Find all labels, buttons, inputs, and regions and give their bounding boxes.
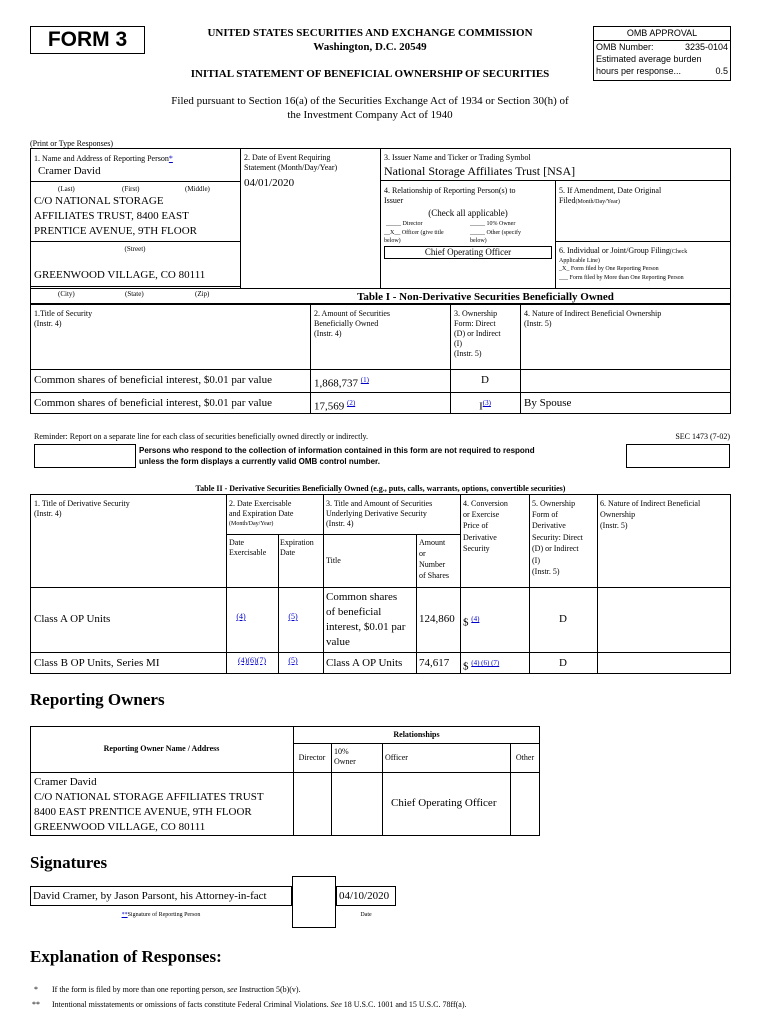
box2-label1: 2. Date of Event Requiring bbox=[244, 153, 331, 162]
box4-label2: Issuer bbox=[384, 196, 404, 205]
signature-caption: **Signature of Reporting Person bbox=[121, 912, 201, 918]
t1-col1-h2: (Instr. 4) bbox=[34, 319, 62, 328]
signature-date: 04/10/2020 bbox=[339, 890, 390, 902]
box3-label: 3. Issuer Name and Ticker or Trading Symbol bbox=[384, 153, 531, 162]
city-caption: (City) bbox=[58, 290, 75, 298]
t1-col3-h5: (Instr. 5) bbox=[454, 349, 482, 358]
box6-label: 6. Individual or Joint/Group Filing(Check bbox=[559, 246, 688, 255]
officer-header: Officer bbox=[385, 753, 408, 762]
t2-row1-price: $ $^{(4)}$ bbox=[463, 615, 480, 629]
footnote-5-link-expiration-2[interactable]: (5) bbox=[288, 656, 298, 665]
address-line3: PRENTICE AVENUE, 9TH FLOOR bbox=[34, 225, 197, 237]
officer-title: Chief Operating Officer bbox=[424, 247, 512, 257]
t2-c2-h2: and Expiration Date bbox=[229, 509, 294, 518]
other-below: below) bbox=[470, 238, 487, 244]
last-caption: (Last) bbox=[58, 185, 75, 193]
t2-c3-h1: 3. Title and Amount of Securities bbox=[326, 499, 433, 508]
footnote-1-link[interactable]: (1) bbox=[360, 376, 369, 384]
persons-left-box bbox=[34, 444, 136, 468]
agency-line1: UNITED STATES SECURITIES AND EXCHANGE COMMISSION bbox=[207, 27, 533, 39]
t1-col1-h1: 1.Title of Security bbox=[34, 309, 93, 318]
t2-c2-sub1b: Exercisable bbox=[229, 548, 267, 557]
t2-c3-h3: (Instr. 4) bbox=[326, 519, 354, 528]
omb-burden-line2: hours per response... bbox=[596, 66, 682, 76]
t1-row2-amount: 17,569 $^{(2)}$ bbox=[314, 399, 356, 413]
t1-row1-form: D bbox=[481, 374, 489, 386]
footnote-4-link-price[interactable]: (4) bbox=[471, 615, 480, 623]
t2-row1-und-l4: value bbox=[326, 636, 350, 648]
t2-row1-form: D bbox=[559, 613, 567, 625]
director-header: Director bbox=[298, 753, 326, 762]
signatures-heading: Signatures bbox=[30, 853, 108, 872]
ten-pct-owner-checkbox[interactable]: _____ 10% Owner bbox=[470, 221, 516, 227]
persons-notice-line2: unless the form displays a currently valid OMB control number. bbox=[139, 457, 380, 466]
t1-col2-h3: (Instr. 4) bbox=[314, 329, 342, 338]
footnote-4-link-exercisable[interactable]: (4) bbox=[236, 612, 246, 621]
owner-name-line2: C/O NATIONAL STORAGE AFFILIATES TRUST bbox=[34, 791, 264, 803]
t2-c4-h3: Price of bbox=[463, 521, 489, 530]
t2-c3-sub-title: Title bbox=[326, 556, 341, 565]
t1-row2-form: $I^{(3)}$ bbox=[479, 399, 491, 413]
date-caption: Date bbox=[360, 912, 372, 918]
t1-col2-h1: 2. Amount of Securities bbox=[314, 309, 390, 318]
t2-c1-h2: (Instr. 4) bbox=[34, 509, 62, 518]
t1-row1-amount: 1,868,737 $^{(1)}$ bbox=[314, 376, 369, 390]
t2-c4-h5: Security bbox=[463, 544, 490, 553]
t1-col3-h3: (D) or Indirect bbox=[454, 329, 501, 338]
agency-line2: Washington, D.C. 20549 bbox=[313, 41, 427, 53]
t2-c3-sub-amt1: Amount bbox=[419, 538, 446, 547]
box4-label1: 4. Relationship of Reporting Person(s) to bbox=[384, 186, 516, 195]
owner-name-header: Reporting Owner Name / Address bbox=[103, 744, 220, 753]
event-date: 04/01/2020 bbox=[244, 177, 295, 189]
reporting-owners-heading: Reporting Owners bbox=[30, 690, 165, 709]
first-caption: (First) bbox=[122, 185, 140, 193]
t1-row2-nature: By Spouse bbox=[524, 397, 572, 409]
t2-c2-h1: 2. Date Exercisable bbox=[229, 499, 292, 508]
t2-c4-h4: Derivative bbox=[463, 533, 497, 542]
table1-title: Table I - Non-Derivative Securities Beneficially Owned bbox=[357, 291, 614, 303]
t2-row2-price: $ $^{(4) (6) (7)}$ bbox=[463, 659, 500, 673]
city-state-zip: GREENWOOD VILLAGE, CO 80111 bbox=[34, 269, 206, 281]
t2-c2-sub1a: Date bbox=[229, 538, 245, 547]
other-checkbox[interactable]: _____ Other (specify bbox=[470, 230, 521, 236]
t2-c5-h1: 5. Ownership bbox=[532, 499, 576, 508]
officer-checkbox[interactable]: __X__ Officer (give title bbox=[384, 230, 444, 236]
box2-label2: Statement (Month/Day/Year) bbox=[244, 163, 338, 172]
more-persons-option[interactable]: ___ Form filed by More than One Reporting Person bbox=[559, 275, 684, 281]
note2-text: Intentional misstatements or omissions of facts constitute Federal Criminal Violations. See 18 U.S.C. 1001 and 15 U.S.C. 78ff(a). bbox=[52, 1000, 467, 1009]
state-caption: (State) bbox=[125, 290, 144, 298]
t2-c2-h3: (Month/Day/Year) bbox=[229, 521, 274, 527]
address-line2: AFFILIATES TRUST, 8400 EAST bbox=[34, 210, 189, 222]
footnote-467-link-exercisable[interactable]: (4)(6)(7) bbox=[238, 656, 266, 665]
sec-number: SEC 1473 (7-02) bbox=[675, 432, 730, 441]
signature-star-link[interactable]: ** bbox=[121, 912, 128, 918]
t1-col3-h1: 3. Ownership bbox=[454, 309, 498, 318]
table2-title: Table II - Derivative Securities Beneficially Owned (e.g., puts, calls, warrants, options, convertible securities) bbox=[195, 484, 566, 493]
footnote-3-link[interactable]: (3) bbox=[482, 399, 491, 407]
owner-officer-title: Chief Operating Officer bbox=[391, 797, 497, 809]
omb-title: OMB APPROVAL bbox=[626, 28, 698, 38]
t2-c2-sub2a: Expiration bbox=[280, 538, 314, 547]
t2-c6-h3: (Instr. 5) bbox=[600, 521, 628, 530]
ten-pct-header1: 10% bbox=[334, 747, 349, 756]
t1-col3-h2: Form: Direct bbox=[454, 319, 496, 328]
t2-row2-und-l1: Class A OP Units bbox=[326, 657, 403, 669]
t2-c5-h7: (Instr. 5) bbox=[532, 567, 560, 576]
zip-caption: (Zip) bbox=[195, 290, 210, 298]
issuer-name: National Storage Affiliates Trust [NSA] bbox=[384, 164, 576, 178]
t2-c3-sub-amt3: Number bbox=[419, 560, 446, 569]
owner-name-line3: 8400 EAST PRENTICE AVENUE, 9TH FLOOR bbox=[34, 806, 252, 818]
box1-star-link[interactable]: * bbox=[168, 154, 173, 163]
omb-burden-value: 0.5 bbox=[715, 66, 728, 76]
t2-row2-amount: 74,617 bbox=[419, 657, 450, 669]
other-header: Other bbox=[515, 753, 535, 762]
t2-c5-h5: (D) or Indirect bbox=[532, 544, 579, 553]
t2-c6-h1: 6. Nature of Indirect Beneficial bbox=[600, 499, 701, 508]
one-person-option[interactable]: _X_ Form filed by One Reporting Person bbox=[559, 266, 659, 272]
director-checkbox[interactable]: _____ Director bbox=[386, 221, 423, 227]
omb-number-value: 3235-0104 bbox=[684, 42, 728, 52]
t1-col4-h2: (Instr. 5) bbox=[524, 319, 552, 328]
relationships-header: Relationships bbox=[393, 730, 440, 739]
print-note: (Print or Type Responses) bbox=[30, 139, 114, 148]
note1-text: If the form is filed by more than one reporting person, see Instruction 5(b)(v). bbox=[52, 985, 301, 994]
t1-col4-h1: 4. Nature of Indirect Beneficial Ownership bbox=[524, 309, 662, 318]
persons-notice-line1: Persons who respond to the collection of information contained in this form are not required to respond bbox=[139, 446, 535, 455]
form-title: FORM 3 bbox=[47, 28, 128, 51]
signer-name: David Cramer, by Jason Parsont, his Attorney-in-fact bbox=[33, 890, 267, 902]
omb-number-label: OMB Number: bbox=[596, 42, 654, 52]
box5-label1: 5. If Amendment, Date Original bbox=[559, 186, 662, 195]
t1-row2-title: Common shares of beneficial interest, $0.01 par value bbox=[34, 397, 272, 409]
explanation-heading: Explanation of Responses: bbox=[30, 947, 222, 966]
t2-c6-h2: Ownership bbox=[600, 510, 636, 519]
t2-c1-h1: 1. Title of Derivative Security bbox=[34, 499, 130, 508]
footnote-2-link[interactable]: (2) bbox=[347, 399, 356, 407]
owner-name-line1: Cramer David bbox=[34, 776, 97, 788]
t2-c5-h4: Security: Direct bbox=[532, 533, 583, 542]
t2-c3-sub-amt4: of Shares bbox=[419, 571, 449, 580]
filed-pursuant-line1: Filed pursuant to Section 16(a) of the Securities Exchange Act of 1934 or Section 30(h) of bbox=[171, 95, 569, 107]
box6-applicable: Applicable Line) bbox=[559, 258, 600, 264]
ten-pct-header2: Owner bbox=[334, 757, 356, 766]
officer-below: below) bbox=[384, 238, 401, 244]
street-caption: (Street) bbox=[124, 245, 146, 253]
t2-row2-title: Class B OP Units, Series MI bbox=[34, 657, 160, 669]
middle-caption: (Middle) bbox=[185, 185, 210, 193]
statement-title: INITIAL STATEMENT OF BENEFICIAL OWNERSHIP OF SECURITIES bbox=[190, 68, 550, 80]
owner-name-line4: GREENWOOD VILLAGE, CO 80111 bbox=[34, 821, 206, 833]
note1-mark: * bbox=[34, 985, 38, 994]
t2-c2-sub2b: Date bbox=[280, 548, 296, 557]
reporting-person-name: Cramer David bbox=[38, 165, 101, 177]
t2-row1-und-l1: Common shares bbox=[326, 591, 398, 603]
t2-row1-title: Class A OP Units bbox=[34, 613, 111, 625]
t2-row1-und-l2: of beneficial bbox=[326, 606, 382, 618]
t1-col3-h4: (I) bbox=[454, 339, 462, 348]
t2-c4-h1: 4. Conversion bbox=[463, 499, 508, 508]
filed-pursuant-line2: the Investment Company Act of 1940 bbox=[287, 109, 453, 121]
box4-check-all: (Check all applicable) bbox=[428, 208, 508, 218]
t2-c5-h6: (I) bbox=[532, 556, 540, 565]
t2-row1-und-l3: interest, $0.01 par bbox=[326, 621, 406, 633]
reminder-text: Reminder: Report on a separate line for each class of securities beneficially owned directly or indirectly. bbox=[34, 432, 369, 441]
t2-c3-sub-amt2: or bbox=[419, 549, 426, 558]
t1-col2-h2: Beneficially Owned bbox=[314, 319, 379, 328]
t2-c5-h2: Form of bbox=[532, 510, 558, 519]
persons-right-box bbox=[626, 444, 730, 468]
address-line1: C/O NATIONAL STORAGE bbox=[34, 195, 164, 207]
box5-label2: Filed(Month/Day/Year) bbox=[559, 196, 620, 205]
t2-c4-h2: or Exercise bbox=[463, 510, 500, 519]
t2-c3-h2: Underlying Derivative Security bbox=[326, 509, 427, 518]
t2-c5-h3: Derivative bbox=[532, 521, 566, 530]
t2-row2-form: D bbox=[559, 657, 567, 669]
omb-burden-line1: Estimated average burden bbox=[596, 54, 702, 64]
signature-spacer-box bbox=[292, 876, 336, 928]
footnote-5-link-expiration[interactable]: (5) bbox=[288, 612, 298, 621]
note2-mark: ** bbox=[32, 1000, 40, 1009]
t2-row1-amount: 124,860 bbox=[419, 613, 455, 625]
footnote-467-link-price[interactable]: (4) (6) (7) bbox=[471, 659, 500, 667]
box1-label: 1. Name and Address of Reporting Person* bbox=[34, 154, 173, 163]
t1-row1-title: Common shares of beneficial interest, $0.01 par value bbox=[34, 374, 272, 386]
